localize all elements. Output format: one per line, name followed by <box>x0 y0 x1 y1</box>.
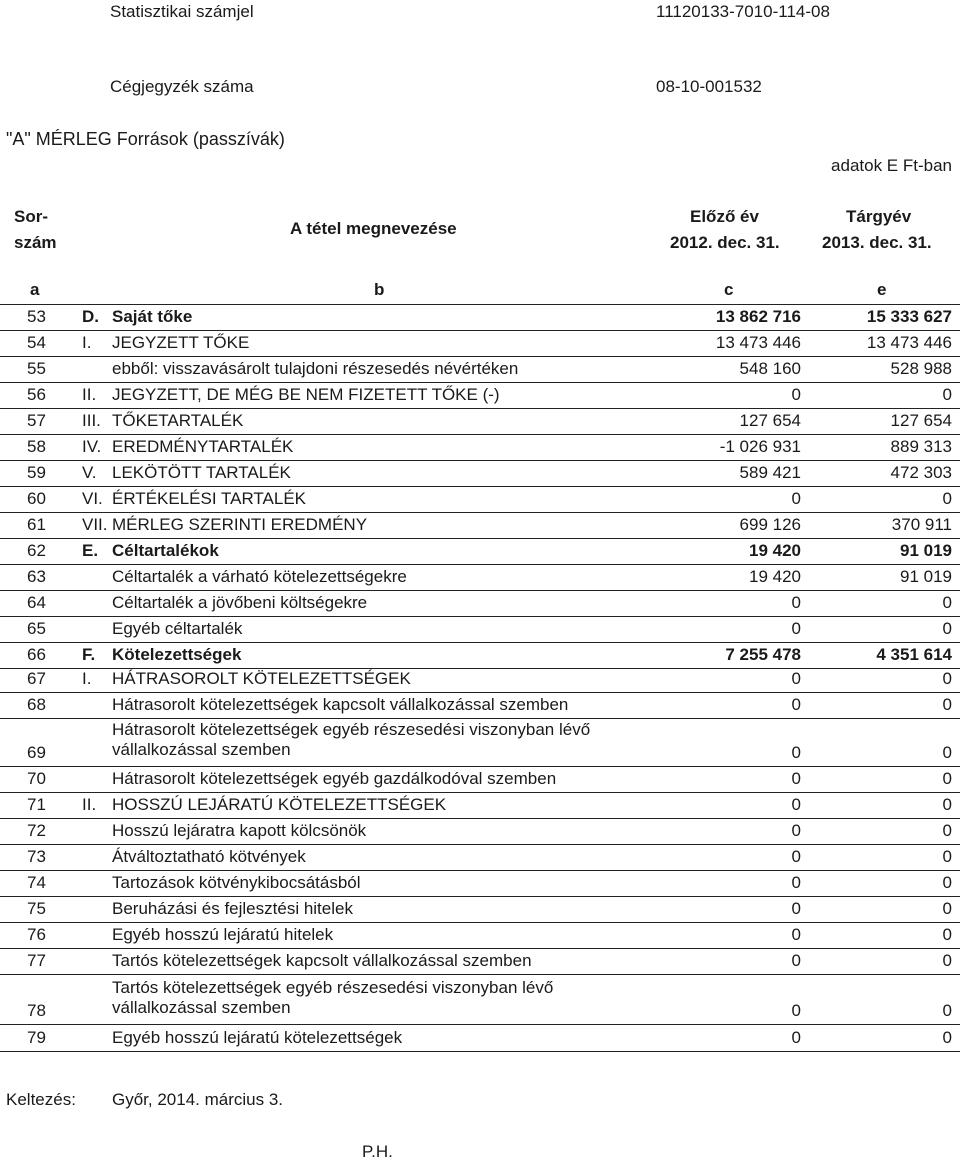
row-code: F. <box>82 645 96 664</box>
prev-year-value: 589 421 <box>739 463 801 482</box>
current-year-value: 0 <box>942 669 952 688</box>
row-number: 70 <box>27 769 46 788</box>
row-label: EREDMÉNYTARTALÉK <box>112 437 294 456</box>
table-row <box>0 818 960 844</box>
row-code: E. <box>82 541 99 560</box>
row-label: Céltartalékok <box>112 541 219 560</box>
row-label: Céltartalék a várható kötelezettségekre <box>112 567 407 586</box>
row-label: MÉRLEG SZERINTI EREDMÉNY <box>112 515 368 534</box>
row-code: VII. <box>82 515 108 534</box>
row-number: 75 <box>27 899 46 918</box>
table-row <box>0 408 960 434</box>
col-letter-c: c <box>724 280 734 299</box>
row-number: 58 <box>27 437 46 456</box>
row-label: Átváltoztatható kötvények <box>112 847 306 866</box>
row-number: 64 <box>27 593 46 612</box>
table-row <box>0 642 960 668</box>
table-row <box>0 590 960 616</box>
row-label: Egyéb céltartalék <box>112 619 243 638</box>
col-letter-e: e <box>877 280 887 299</box>
prev-year-value: 19 420 <box>749 567 801 586</box>
prev-year-value: 0 <box>791 669 801 688</box>
current-year-value: 370 911 <box>891 515 952 534</box>
table-row <box>0 718 960 766</box>
date-value: Győr, 2014. március 3. <box>112 1090 284 1109</box>
row-label: Tartozások kötvénykibocsátásból <box>112 873 361 892</box>
row-code: I. <box>82 669 92 688</box>
table-row <box>0 896 960 922</box>
row-label: LEKÖTÖTT TARTALÉK <box>112 463 291 482</box>
row-label: JEGYZETT TŐKE <box>112 333 250 352</box>
prev-year-value: 0 <box>791 619 801 638</box>
current-year-value: 13 473 446 <box>866 333 952 352</box>
current-year-value: 4 351 614 <box>876 645 952 664</box>
current-year-value: 0 <box>942 925 952 944</box>
row-number: 63 <box>27 567 46 586</box>
row-code: I. <box>82 333 92 352</box>
row-number: 68 <box>27 695 46 714</box>
current-year-value: 0 <box>942 951 952 970</box>
row-code: V. <box>82 463 97 482</box>
current-year-value: 889 313 <box>890 437 952 456</box>
row-number: 59 <box>27 463 46 482</box>
current-year-value: 0 <box>942 489 952 508</box>
table-row <box>0 844 960 870</box>
col-header-curr-1: Tárgyév <box>846 207 912 226</box>
col-header-prev-2: 2012. dec. 31. <box>670 233 780 252</box>
row-label: Hosszú lejáratra kapott kölcsönök <box>112 821 367 840</box>
row-number: 67 <box>27 669 46 688</box>
row-label-line1: Hátrasorolt kötelezettségek egyéb részesedési viszonyban lévő <box>112 720 591 739</box>
table-row <box>0 668 960 692</box>
row-number: 55 <box>27 359 46 378</box>
current-year-value: 0 <box>942 873 952 892</box>
stamp-placeholder: P.H. <box>362 1142 393 1161</box>
row-number: 53 <box>27 307 46 326</box>
row-label: Egyéb hosszú lejáratú hitelek <box>112 925 334 944</box>
row-number: 79 <box>27 1028 46 1047</box>
col-header-curr-2: 2013. dec. 31. <box>822 233 932 252</box>
row-label: Egyéb hosszú lejáratú kötelezettségek <box>112 1028 403 1047</box>
row-number: 69 <box>27 743 46 762</box>
stat-number-value: 11120133-7010-114-08 <box>656 2 830 21</box>
row-number: 54 <box>27 333 46 352</box>
row-label <box>112 720 590 760</box>
prev-year-value: 13 473 446 <box>715 333 801 352</box>
prev-year-value: 13 862 716 <box>715 307 801 326</box>
row-code: D. <box>82 307 99 326</box>
table-row <box>0 564 960 590</box>
prev-year-value: 0 <box>791 925 801 944</box>
current-year-value: 0 <box>942 593 952 612</box>
row-label-line2: vállalkozással szemben <box>112 998 291 1017</box>
current-year-value: 0 <box>942 385 952 404</box>
prev-year-value: 0 <box>791 795 801 814</box>
row-number: 71 <box>27 795 46 814</box>
stat-number-label: Statisztikai számjel <box>110 2 254 21</box>
prev-year-value: 0 <box>791 951 801 970</box>
col-header-name: A tétel megnevezése <box>290 219 457 238</box>
table-row <box>0 538 960 564</box>
table-row <box>0 766 960 792</box>
current-year-value: 0 <box>942 821 952 840</box>
balance-table <box>0 304 960 1052</box>
row-number: 66 <box>27 645 46 664</box>
col-header-prev-1: Előző év <box>690 207 759 226</box>
table-row <box>0 922 960 948</box>
current-year-value: 0 <box>942 899 952 918</box>
row-label: HOSSZÚ LEJÁRATÚ KÖTELEZETTSÉGEK <box>112 795 447 814</box>
current-year-value: 91 019 <box>900 567 952 586</box>
row-code: III. <box>82 411 101 430</box>
prev-year-value: 699 126 <box>739 515 801 534</box>
row-code: II. <box>82 385 97 404</box>
current-year-value: 0 <box>942 619 952 638</box>
row-code: IV. <box>82 437 102 456</box>
current-year-value: 0 <box>942 769 952 788</box>
current-year-value: 91 019 <box>900 541 952 560</box>
prev-year-value: 0 <box>791 899 801 918</box>
row-label-line2: vállalkozással szemben <box>112 740 291 759</box>
unit-note: adatok E Ft-ban <box>831 156 952 175</box>
row-label: Tartós kötelezettségek kapcsolt vállalkozással szemben <box>112 951 532 970</box>
table-row <box>0 692 960 718</box>
table-row <box>0 512 960 538</box>
table-row <box>0 304 960 330</box>
table-row <box>0 460 960 486</box>
prev-year-value: 0 <box>791 743 801 762</box>
row-number: 78 <box>27 1001 46 1020</box>
prev-year-value: 0 <box>791 873 801 892</box>
row-label: Hátrasorolt kötelezettségek egyéb gazdálkodóval szemben <box>112 769 557 788</box>
row-number: 72 <box>27 821 46 840</box>
row-label: Céltartalék a jövőbeni költségekre <box>112 593 368 612</box>
current-year-value: 15 333 627 <box>866 307 952 326</box>
page-title: "A" MÉRLEG Források (passzívák) <box>6 129 285 149</box>
row-number: 60 <box>27 489 46 508</box>
prev-year-value: 0 <box>791 1028 801 1047</box>
row-number: 74 <box>27 873 46 892</box>
row-label: TŐKETARTALÉK <box>112 411 244 430</box>
table-row <box>0 616 960 642</box>
row-number: 65 <box>27 619 46 638</box>
row-code: VI. <box>82 489 103 508</box>
table-row <box>0 330 960 356</box>
row-number: 73 <box>27 847 46 866</box>
row-label-line1: Tartós kötelezettségek egyéb részesedési viszonyban lévő <box>112 978 554 997</box>
row-number: 61 <box>27 515 46 534</box>
prev-year-value: 0 <box>791 1001 801 1020</box>
prev-year-value: 0 <box>791 769 801 788</box>
row-label: Beruházási és fejlesztési hitelek <box>112 899 353 918</box>
row-number: 57 <box>27 411 46 430</box>
table-row <box>0 434 960 460</box>
current-year-value: 0 <box>942 1028 952 1047</box>
prev-year-value: 127 654 <box>739 411 801 430</box>
prev-year-value: 0 <box>791 821 801 840</box>
row-number: 77 <box>27 951 46 970</box>
row-label: JEGYZETT, DE MÉG BE NEM FIZETETT TŐKE (-) <box>112 385 500 404</box>
company-reg-value: 08-10-001532 <box>656 77 762 96</box>
company-reg-label: Cégjegyzék száma <box>110 77 254 96</box>
prev-year-value: -1 026 931 <box>719 437 801 456</box>
current-year-value: 127 654 <box>890 411 952 430</box>
row-label: ÉRTÉKELÉSI TARTALÉK <box>112 489 307 508</box>
row-number: 76 <box>27 925 46 944</box>
table-row <box>0 356 960 382</box>
col-header-sor-2: szám <box>14 233 57 252</box>
row-label: Kötelezettségek <box>112 645 242 664</box>
row-label <box>112 978 553 1018</box>
prev-year-value: 0 <box>791 695 801 714</box>
table-row <box>0 870 960 896</box>
row-label: Saját tőke <box>112 307 193 326</box>
current-year-value: 0 <box>942 795 952 814</box>
prev-year-value: 19 420 <box>749 541 801 560</box>
row-number: 56 <box>27 385 46 404</box>
row-label: Hátrasorolt kötelezettségek kapcsolt vállalkozással szemben <box>112 695 569 714</box>
current-year-value: 0 <box>942 695 952 714</box>
table-row <box>0 974 960 1024</box>
prev-year-value: 0 <box>791 847 801 866</box>
table-row <box>0 948 960 974</box>
current-year-value: 0 <box>942 1001 952 1020</box>
current-year-value: 0 <box>942 743 952 762</box>
row-number: 62 <box>27 541 46 560</box>
col-header-sor-1: Sor- <box>14 207 48 226</box>
table-row <box>0 792 960 818</box>
row-code: II. <box>82 795 97 814</box>
col-letter-a: a <box>30 280 40 299</box>
prev-year-value: 7 255 478 <box>725 645 801 664</box>
current-year-value: 472 303 <box>890 463 952 482</box>
row-label: HÁTRASOROLT KÖTELEZETTSÉGEK <box>112 669 411 688</box>
col-letter-b: b <box>374 280 385 299</box>
prev-year-value: 0 <box>791 489 801 508</box>
table-row <box>0 382 960 408</box>
table-row <box>0 486 960 512</box>
date-label: Keltezés: <box>6 1090 76 1109</box>
table-row <box>0 1024 960 1052</box>
current-year-value: 528 988 <box>890 359 952 378</box>
prev-year-value: 0 <box>791 385 801 404</box>
prev-year-value: 548 160 <box>739 359 801 378</box>
row-label: ebből: visszavásárolt tulajdoni részesedés névértéken <box>112 359 519 378</box>
current-year-value: 0 <box>942 847 952 866</box>
prev-year-value: 0 <box>791 593 801 612</box>
